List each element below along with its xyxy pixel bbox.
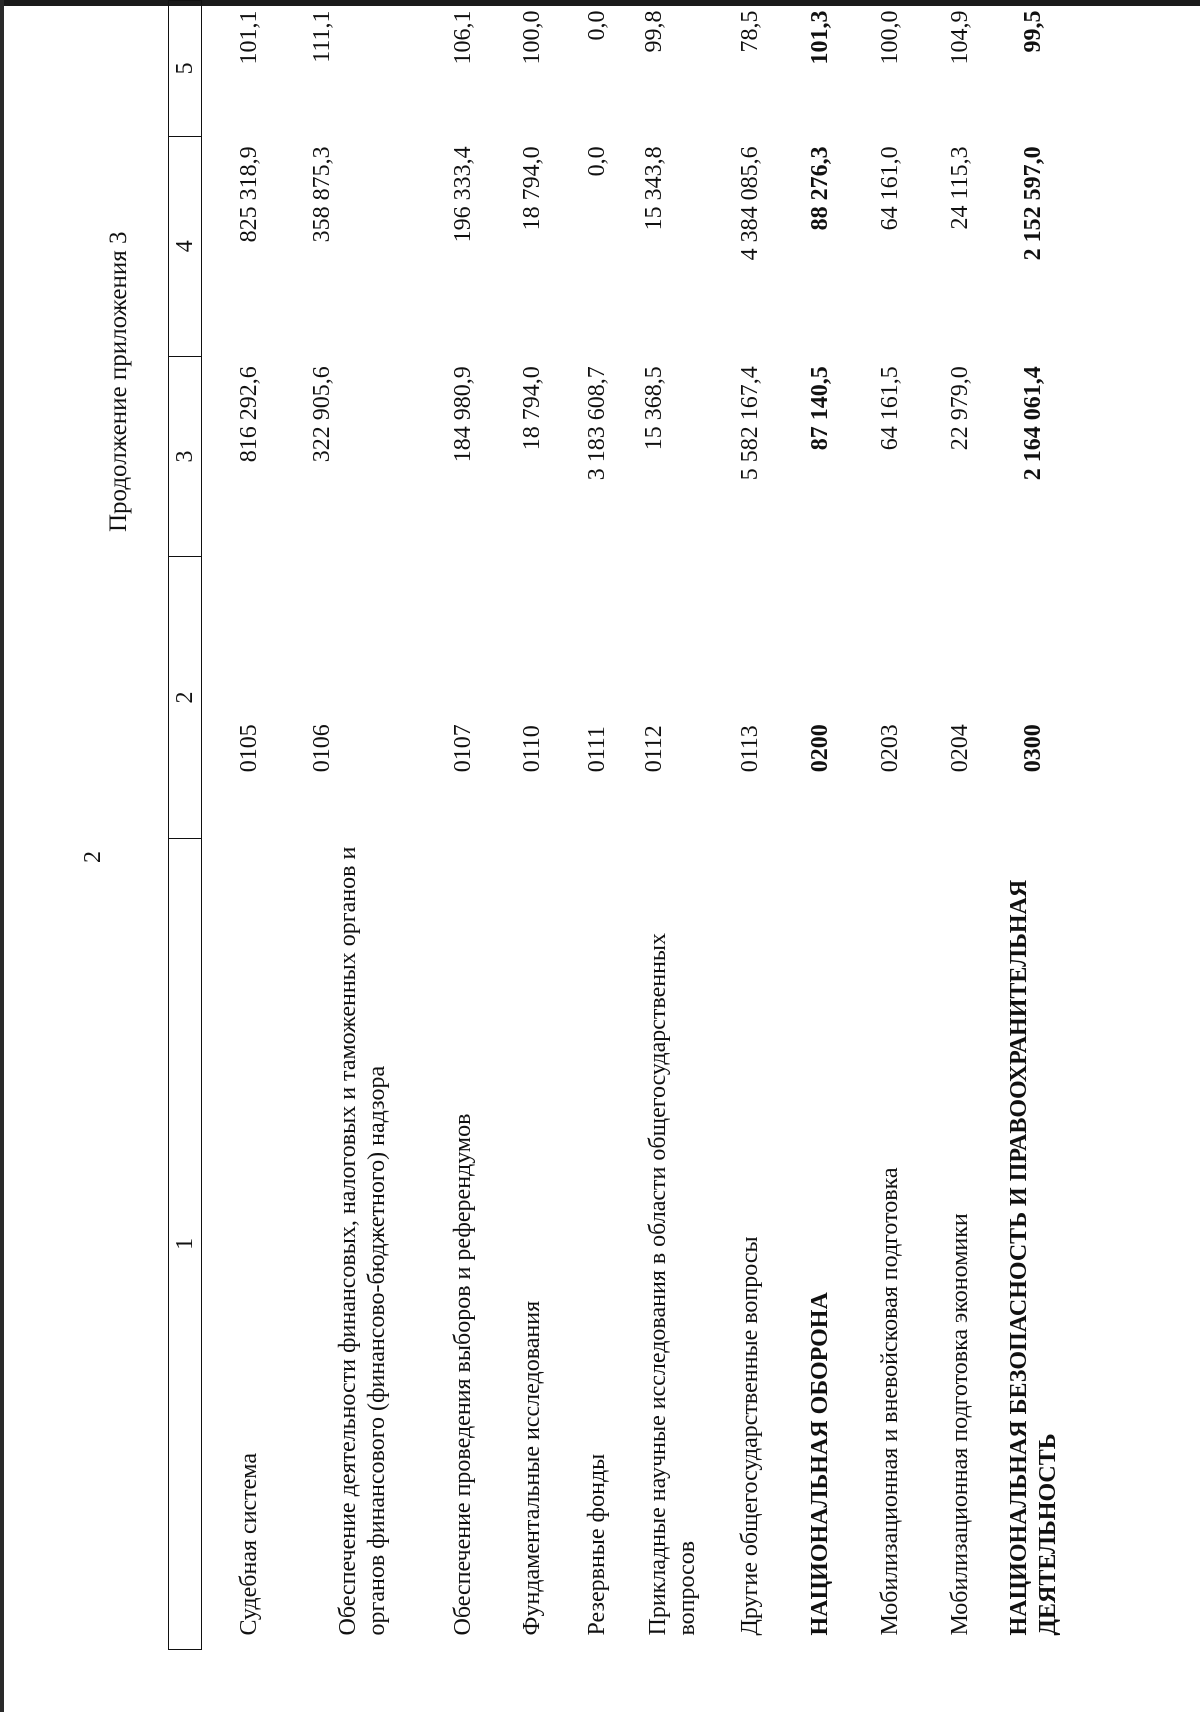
row-name: Другие общегосударственные вопросы: [737, 1236, 764, 1636]
row-code: 0111: [584, 726, 611, 773]
row-code: 0113: [737, 725, 764, 773]
row-name: Фундаментальные исследования: [519, 1300, 546, 1636]
row-col5: 99,8: [640, 10, 667, 53]
header-col-3: 3: [169, 356, 202, 557]
row-name: Обеспечение деятельности финансовых, налоговых и таможенных органов и органов финансового (финансово-бюджетного) надзора: [334, 846, 390, 1636]
row-col3: 18 794,0: [519, 366, 546, 451]
row-col5: 101,3: [807, 10, 834, 65]
row-name: НАЦИОНАЛЬНАЯ ОБОРОНА: [807, 1292, 834, 1636]
row-col3: 5 582 167,4: [737, 366, 764, 481]
row-col4: 0,0: [584, 146, 611, 177]
row-col4: 88 276,3: [807, 146, 834, 231]
row-col3: 184 980,9: [450, 366, 477, 463]
row-name: Обеспечение проведения выборов и референдумов: [450, 1113, 477, 1636]
row-col5: 100,0: [519, 10, 546, 65]
table-body: [202, 1, 1072, 1650]
row-col3: 87 140,5: [807, 366, 834, 451]
row-col4: 4 384 085,6: [737, 146, 764, 261]
row-code: 0105: [236, 724, 263, 773]
row-col5: 99,5: [1020, 10, 1047, 53]
row-col3: 3 183 608,7: [584, 366, 611, 481]
row-col4: 358 875,3: [308, 146, 335, 243]
budget-table: [168, 0, 1072, 1650]
row-col4: 24 115,3: [947, 146, 974, 230]
row-code: 0112: [640, 725, 667, 773]
table-row: [630, 1, 716, 1650]
continuation-label: Продолжение приложения 3: [105, 231, 132, 532]
header-col-1: 1: [169, 838, 202, 1649]
header-col-2: 2: [169, 557, 202, 839]
table-row: [298, 1, 428, 1650]
table-row: [566, 1, 630, 1650]
table-row: [786, 1, 856, 1650]
row-col4: 64 161,0: [877, 146, 904, 231]
row-col3: 22 979,0: [947, 366, 974, 451]
row-name: НАЦИОНАЛЬНАЯ БЕЗОПАСНОСТЬ И ПРАВООХРАНИТЕЛЬНАЯ ДЕЯТЕЛЬНОСТЬ: [1005, 879, 1061, 1636]
table-row: [856, 1, 926, 1650]
header-col-5: 5: [169, 1, 202, 137]
table-row: [428, 1, 500, 1650]
row-name: Резервные фонды: [584, 1453, 611, 1636]
row-col4: 18 794,0: [519, 146, 546, 231]
header-col-4: 4: [169, 136, 202, 356]
row-code: 0200: [807, 724, 834, 773]
row-name: Мобилизационная и вневойсковая подготовка: [877, 1167, 904, 1636]
row-col4: 825 318,9: [236, 146, 263, 243]
row-col5: 101,1: [236, 10, 263, 65]
row-col4: 15 343,8: [640, 146, 667, 231]
row-col5: 0,0: [584, 10, 611, 41]
row-col3: 816 292,6: [236, 366, 263, 463]
row-col5: 78,5: [737, 10, 764, 53]
row-code: 0107: [450, 724, 477, 773]
row-col3: 15 368,5: [640, 366, 667, 451]
row-col3: 2 164 061,4: [1020, 366, 1047, 481]
table-row: [716, 1, 786, 1650]
table-row: [500, 1, 566, 1650]
row-col5: 104,9: [947, 10, 974, 65]
row-col3: 322 905,6: [308, 366, 335, 463]
row-col3: 64 161,5: [877, 366, 904, 451]
row-code: 0110: [519, 725, 546, 773]
row-col5: 111,1: [308, 10, 335, 63]
table-row: [996, 1, 1072, 1650]
row-name: Судебная система: [236, 1453, 263, 1636]
row-name: Мобилизационная подготовка экономики: [947, 1213, 974, 1636]
row-col4: 2 152 597,0: [1020, 146, 1047, 261]
row-name: Прикладные научные исследования в области общегосударственных вопросов: [644, 932, 700, 1636]
row-col4: 196 333,4: [450, 146, 477, 243]
row-code: 0203: [877, 724, 904, 773]
header-row: [169, 1, 202, 1650]
page-number: 2: [80, 851, 106, 863]
row-col5: 100,0: [877, 10, 904, 65]
row-col5: 106,1: [450, 10, 477, 65]
row-code: 0204: [947, 724, 974, 773]
row-code: 0106: [308, 724, 335, 773]
table-row: [202, 1, 298, 1650]
table-header: [169, 1, 202, 1650]
row-code: 0300: [1020, 724, 1047, 773]
table-row: [926, 1, 996, 1650]
